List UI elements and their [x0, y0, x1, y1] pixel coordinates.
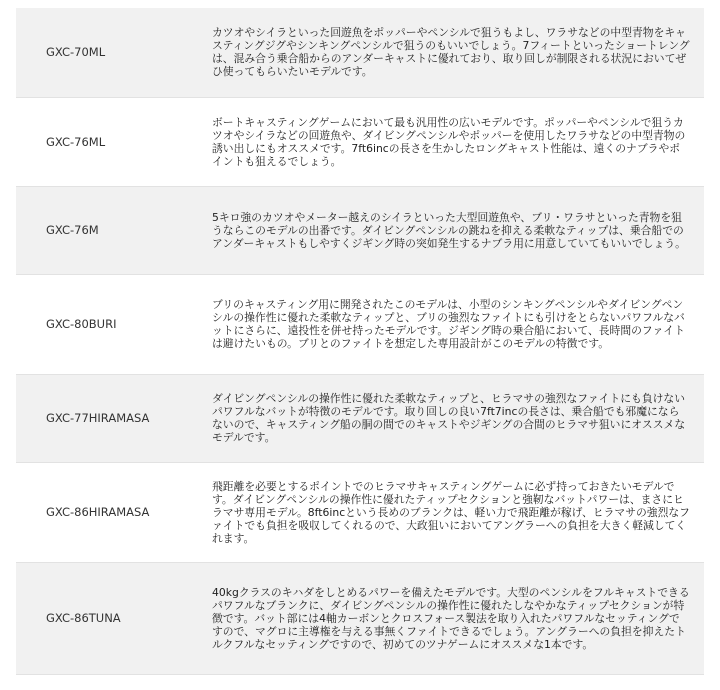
model-name: GXC-70ML	[16, 8, 212, 97]
model-name: GXC-80BURI	[16, 274, 212, 374]
model-description: ブリのキャスティング用に開発されたこのモデルは、小型のシンキングペンシルやダイビングペンシルの操作性に優れた柔軟なティップと、ブリの強烈なファイトにも引けをとらないパワフルなバットにさらに、遠投性を併せ持ったモデルです。ジギング時の乗合船において、長時間のファイトは避けたいもの。ブリとのファイトを想定した専用設計がこのモデルの特徴です。	[212, 274, 704, 374]
model-name: GXC-86TUNA	[16, 562, 212, 674]
model-description: ダイビングペンシルの操作性に優れた柔軟なティップと、ヒラマサの強烈なファイトにも負けないパワフルなバットが特徴のモデルです。取り回しの良い7ft7incの長さは、乗合船でも邪魔にならないので、キャスティング船の胴の間でのキャストやジギングの合間のヒラマサ狙いにオススメなモデルです。	[212, 374, 704, 462]
table-row	[16, 97, 704, 186]
table-row	[16, 462, 704, 562]
model-description: ボートキャスティングゲームにおいて最も汎用性の広いモデルです。ポッパーやペンシルで狙うカツオやシイラなどの回遊魚や、ダイビングペンシルやポッパーを使用したワラサなどの中型青物の誘い出しにもオススメです。7ft6incの長さを生かしたロングキャスト性能は、遠くのナブラやポイントも狙えるでしょう。	[212, 97, 704, 186]
model-description: カツオやシイラといった回遊魚をポッパーやペンシルで狙うもよし、ワラサなどの中型青物をキャスティングジグやシンキングペンシルで狙うのもいいでしょう。7フィートといったショートレングは、混み合う乗合船からのアンダーキャストに優れており、取り回しが制限される状況においてぜひ使ってもらいたいモデルです。	[212, 8, 704, 97]
model-description: 飛距離を必要とするポイントでのヒラマサキャスティングゲームに必ず持っておきたいモデルです。ダイビングペンシルの操作性に優れたティップセクションと強靭なバットパワーは、まさにヒラマサ専用モデル。8ft6incという長めのブランクは、軽い力で飛距離が稼げ、ヒラマサの強烈なファイトでも負担を吸収してくれるので、大政狙いにおいてアングラーへの負担を大きく軽減してくれます。	[212, 462, 704, 562]
model-name: GXC-77HIRAMASA	[16, 374, 212, 462]
model-description: 5キロ強のカツオやメーター越えのシイラといった大型回遊魚や、ブリ・ワラサといった青物を狙うならこのモデルの出番です。ダイビングペンシルの跳ねを抑える柔軟なティップは、乗合船でのアンダーキャストもしやすくジギング時の突如発生するナブラ用に用意していてもいいでしょう。	[212, 186, 704, 274]
model-name: GXC-86HIRAMASA	[16, 462, 212, 562]
table-row	[16, 274, 704, 374]
model-description: 40kgクラスのキハダをしとめるパワーを備えたモデルです。大型のペンシルをフルキャストできるパワフルなブランクに、ダイビングペンシルの操作性に優れたしなやかなティップセクションが特徴です。バット部には4軸カーボンとクロスフォース製法を取り入れたパワフルなセッティングですので、マグロに主導権を与える事無くファイトできるでしょう。アングラーへの負担を抑えたトルクフルなセッティングですので、初めてのツナゲームにオススメな1本です。	[212, 562, 704, 674]
model-name: GXC-76M	[16, 186, 212, 274]
table-row	[16, 8, 704, 97]
table-row	[16, 562, 704, 674]
table-row	[16, 374, 704, 462]
table-row	[16, 186, 704, 274]
rod-spec-table	[16, 8, 704, 675]
model-name: GXC-76ML	[16, 97, 212, 186]
